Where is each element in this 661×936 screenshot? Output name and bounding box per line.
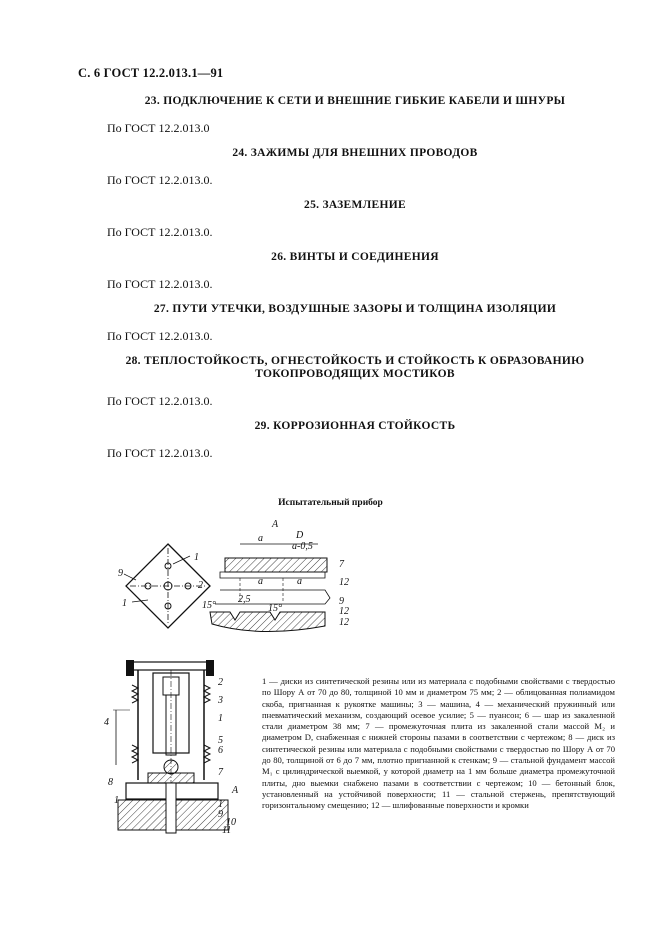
label-2-side: 2	[198, 580, 203, 591]
section-a-labels	[333, 530, 373, 640]
label-1-left: 1	[122, 598, 127, 609]
label-4-m: 4	[104, 717, 109, 728]
dim-a-top: a	[258, 533, 263, 544]
label-1-top: 1	[194, 552, 199, 563]
dim-d: D	[296, 530, 304, 541]
label-2-m: 2	[218, 677, 223, 688]
label-5-m: 5	[218, 735, 223, 746]
dim-25: 2,5	[238, 594, 251, 605]
label-1-m3: 1	[218, 799, 223, 810]
figure-legend: 1 — диски из синтетической резины или из материала с подобными свойствами с твердостью по Шору А от 70 до 80, толщиной 10 мм и диаметром 75 мм; 2 — облицованная полиамидом скоба, пригнанная к рукоятке машины; 3 — машина, 4 — механический пружинный или пневматический механизм, создающий осевое усилие; 5 — пуансон; 6 — шар из закаленной стали диаметром 38 мм; 7 — промежуточная плита из закаленной стали массой M₂ и диаметром D, снабженная с нижней стороны пазами в соответствии с чертежом; 8 — диск из синтетической резины или материала с подобными свойствами с твердостью по Шору А от 70 до 80, толщиной от 6 до 7 мм, плотно пригнанной к стенкам; 9 — стальной фундамент массой M₁ с цилиндрической выемкой, у которой диаметр на 1 мм больше диаметра промежуточной плиты, дно выемки снабжено пазами в соответствии с чертежом; 10 — бетонный блок, установленный на устойчивой поверхности; 11 — стальной стержень, препятствующий горизонтальному смещению; 12 — шлифованные поверхности и кромки	[262, 676, 615, 811]
label-12-b: 12	[339, 606, 349, 617]
section-26-title: 26. ВИНТЫ И СОЕДИНЕНИЯ	[271, 251, 439, 263]
section-26-text: По ГОСТ 12.2.013.0.	[107, 277, 213, 291]
section-29-title: 29. КОРРОЗИОННАЯ СТОЙКОСТЬ	[254, 420, 456, 432]
section-28-title-line1: 28. ТЕПЛОСТОЙКОСТЬ, ОГНЕСТОЙКОСТЬ И СТОЙКОСТЬ К ОБРАЗОВАНИЮ	[125, 355, 585, 367]
label-9-left: 9	[118, 568, 123, 579]
section-23-text: По ГОСТ 12.2.013.0	[107, 121, 210, 135]
label-a-m: A	[232, 785, 239, 796]
label-3-m: 3	[218, 695, 223, 706]
page-header: С. 6 ГОСТ 12.2.013.1—91	[78, 66, 224, 80]
label-9-a: 9	[339, 596, 344, 607]
dim-a-mid: a	[258, 576, 263, 587]
section-28-title-line2: ТОКОПРОВОДЯЩИХ МОСТИКОВ	[255, 368, 455, 380]
label-1-m2: 1	[114, 795, 119, 806]
section-25-title: 25. ЗАЗЕМЛЕНИЕ	[304, 199, 406, 211]
label-7-a: 7	[339, 559, 344, 570]
angle-15-left: 15°	[202, 600, 216, 611]
label-7-m: 7	[218, 767, 223, 778]
angle-15-right: 15°	[268, 603, 282, 614]
dim-a-mid2: a	[297, 576, 302, 587]
label-11-m: 11	[222, 825, 232, 836]
section-27-text: По ГОСТ 12.2.013.0.	[107, 329, 213, 343]
section-24-text: По ГОСТ 12.2.013.0.	[107, 173, 213, 187]
machine-elevation-labels	[104, 655, 254, 835]
section-25-text: По ГОСТ 12.2.013.0.	[107, 225, 213, 239]
label-6-m: 6	[218, 745, 223, 756]
section-24-title: 24. ЗАЖИМЫ ДЛЯ ВНЕШНИХ ПРОВОДОВ	[232, 147, 478, 159]
section-23-title: 23. ПОДКЛЮЧЕНИЕ К СЕТИ И ВНЕШНИЕ ГИБКИЕ КАБЕЛИ И ШНУРЫ	[144, 95, 566, 107]
section-27-title: 27. ПУТИ УТЕЧКИ, ВОЗДУШНЫЕ ЗАЗОРЫ И ТОЛЩИНА ИЗОЛЯЦИИ	[153, 303, 557, 315]
section-28-text: По ГОСТ 12.2.013.0.	[107, 394, 213, 408]
label-10-m: 10	[226, 817, 236, 828]
section-a-drawing	[200, 516, 350, 631]
view-a-label: A	[272, 519, 279, 530]
label-9-m: 9	[218, 809, 223, 820]
section-29-text: По ГОСТ 12.2.013.0.	[107, 446, 213, 460]
dim-a05: a-0,5	[292, 541, 313, 552]
label-1-m: 1	[218, 713, 223, 724]
label-12-c: 12	[339, 617, 349, 628]
label-12-a: 12	[339, 577, 349, 588]
label-8-m: 8	[108, 777, 113, 788]
figure-caption: Испытательный прибор	[278, 498, 383, 508]
